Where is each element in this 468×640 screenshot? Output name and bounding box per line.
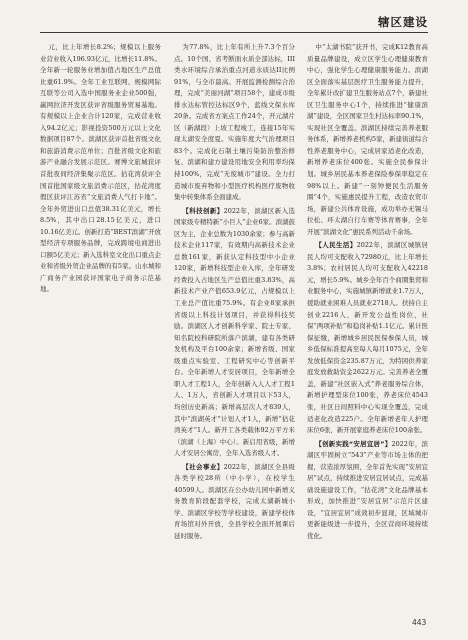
body-paragraph xyxy=(307,42,428,238)
section-heading: 【社会事业】 xyxy=(182,462,224,471)
running-header xyxy=(40,12,428,33)
section-heading: 【创新实践“安居宜居”】 xyxy=(315,439,392,448)
article-body xyxy=(40,42,428,612)
section-heading: 【科技创新】 xyxy=(182,206,224,215)
body-paragraph xyxy=(174,42,295,204)
body-paragraph xyxy=(40,42,161,296)
paragraph-text: 2022年，滨湖区新入选国家级专精特新“小巨人”企业6家。滨湖鼓区为主，企业总数为1030余家；参与高新技术企业117家，有效期内高新技术企业总数161家，新获认定科技型中小企业120家，新增科技型企业入库，全年研发经费投入占地区生产总值比重3.83%，高新技术产业产值653.9亿元，占规模以上工业总产值比重75.9%。有企业8家承担省级以上科技计划项目，并获得科技奖励。滨湖区人才创新科学家、院士专家、知名院校科研院所落户滨湖，建有各类研发机构及平台100余家；新增省级、国家级重点实验室、工程研究中心等创新平台。全年新增人才安居项目，全年新增全职人才工程1人，全年创新入人人才工程1人、1万人，省创新人才项目以下53人，均创历史新高；新增高层次人才839人，其中“滨湖英才”计划人才1人，新增“拈花湾英才”1人。新开工各类载体92万平方米（滨湖（上海）中心）。新启用省级，新增人才安居公寓房，全年入选省级人才。 xyxy=(174,206,295,458)
text-column-1 xyxy=(40,42,161,612)
section-paragraph xyxy=(307,240,428,436)
section-heading: 【人民生活】 xyxy=(315,241,357,250)
paragraph-text: 中“太湖书院”获开书，完成K12教育高质量品牌建设，成立区学生心理健康教育中心，强化学生心理健康服务能力。滨湖区全面落实基层医疗卫生服务能力提升，全年累计改扩建卫生服务站点7个，新建社区卫生服务中心1个，持续推进“健康滨湖”建设，全区国家卫生村达标率90.1%，实现社区全覆盖。滨湖区持续完善养老服务体系，新增养老机构5家，新建街道综合性养老服务中心，完成居家适老化改造，新增养老床位400张。实施全民参保计划。城乡居民基本养老保险参保率稳定在98%以上。新建“一刻钟便民生活服务圈”4个，实施惠民提升工程，改造农贸市场，新建公共体育设施，成功举办无锡马拉松、环太湖自行车赛等体育赛事，全年开展“滨湖文化”惠民系列活动千余场。 xyxy=(307,43,428,236)
paragraph-text: 为77.8%，比上年有所上升7.3个百分点。10个国、省考断面水质全部达标，III类水环境综合承治重点河道水质达II比例91%，与全市最高。开展监测检测综合治理，完成“美丽河湖”项目58个，建成市级排水达标管控达标区9个，蓝线文保水库20条。完成省方案点工作24个，开元湖片区（新湖段）上坡工程竣工，连接15年实现太湖安全度夏。实施年度大气治理项目83个。完成化石制土壤污染防治整治修复、滨湖和建方建设用地安全利用率均保持100%，完成“无废城市”建设。全力打造城市废弃物和小型医疗机构医疗废物收集中转集体系全面建成。 xyxy=(174,43,295,202)
section-paragraph xyxy=(307,439,428,543)
text-column-2 xyxy=(174,42,295,612)
paragraph-text: 2022年，滨湖区全县级各类学校28所（中小学），在校学生40599人。滨湖区在公办幼儿园中新增义务教育阶段配套学校，完成太湖新城小学、滨湖区学校等学校建设，新建学校体育场馆对外开放，全县学校全面开展课后延时服务。 xyxy=(174,462,295,540)
paragraph-text: 2022年，滨湖区牢固树立“543”产业等市场主体的把握，营造浓厚氛围，全年首先实现“安居宜居”试点，持续推进安居宜居试点，完成基础设施建设工作，“拈花湾”文化品牌基本形成，加快推进“安居宜居”示范片区建设，“宜居宜居”成效初步显现，区域城市更新能级进一步提升，全区营商环境持续优化。 xyxy=(307,439,428,540)
section-title: 辖区建设 xyxy=(378,15,428,29)
paragraph-text: 2022年，滨湖区城镇居民人均可支配收入72980元，比上年增长3.8%；农村居民人均可支配收入42218元，增长5.9%。城乡全年百个商圈集贸和业服务中心，实施城镇新增就业1.7万人，援助就业困难人员就业2718人。扶持自主创业2216人，新开发公益性岗位，社保“两项补贴”和稳岗补贴1.1亿元。累计医保征缴，新增城乡居民医保参保人员，城乡低保标准提高至每人每月1075元，全年发放低保资金235.87万元，为特困供养家庭发放救助资金2622万元。完善养老全覆盖，新建“社区嵌入式”养老服务综合体，新增护理型床位100张，养老床位4543张，社区日间照料中心实现全覆盖，完成适老化改造225户。全年新增老年人护理床位6张，新开展家庭养老床位100余张。 xyxy=(307,241,428,435)
page-number: 443 xyxy=(412,618,427,627)
paragraph-text: 元，比上年增长8.2%；规模以上服务业营业收入196.93亿元，比增长11.8%。全年新一轮服务业增加值占地区生产总值比重61.9%。全年工业互联网、规模网际互联等公司入选中国服务业企业500强，赢网拉济开发区获评省级服务贸易基地。有规模以上企业合计120家，完成营业收入94.2亿元；影视投资500万元以上文化数据项目87个。滨湖区获评首批省级文化和旅游消费示范单位；百批省级文化和旅游产业融合发展示范区。赛博文旅城获评首批夜间经济集聚示范区。拈花湾获评全国首批国家级文旅消费示范区，拈花湾度假区获评江苏省“文旅消费人气打卡地”。全年外贸进出口总值38.31亿美元，增长8.5%，其中出口28.15亿美元，进口10.16亿美元。创新打造“BEST滨湖”开放型经济专项服务品牌，完成跨境电商进出口额5亿美元；新入选科室文化出口重点企业和省级外贸企业品牌的有5家。山水城和广商务产业园获评国家电子商务示范基地。 xyxy=(40,43,161,294)
text-column-3 xyxy=(307,42,428,612)
header-rule xyxy=(40,32,428,33)
section-paragraph xyxy=(174,462,295,543)
section-paragraph xyxy=(174,206,295,460)
